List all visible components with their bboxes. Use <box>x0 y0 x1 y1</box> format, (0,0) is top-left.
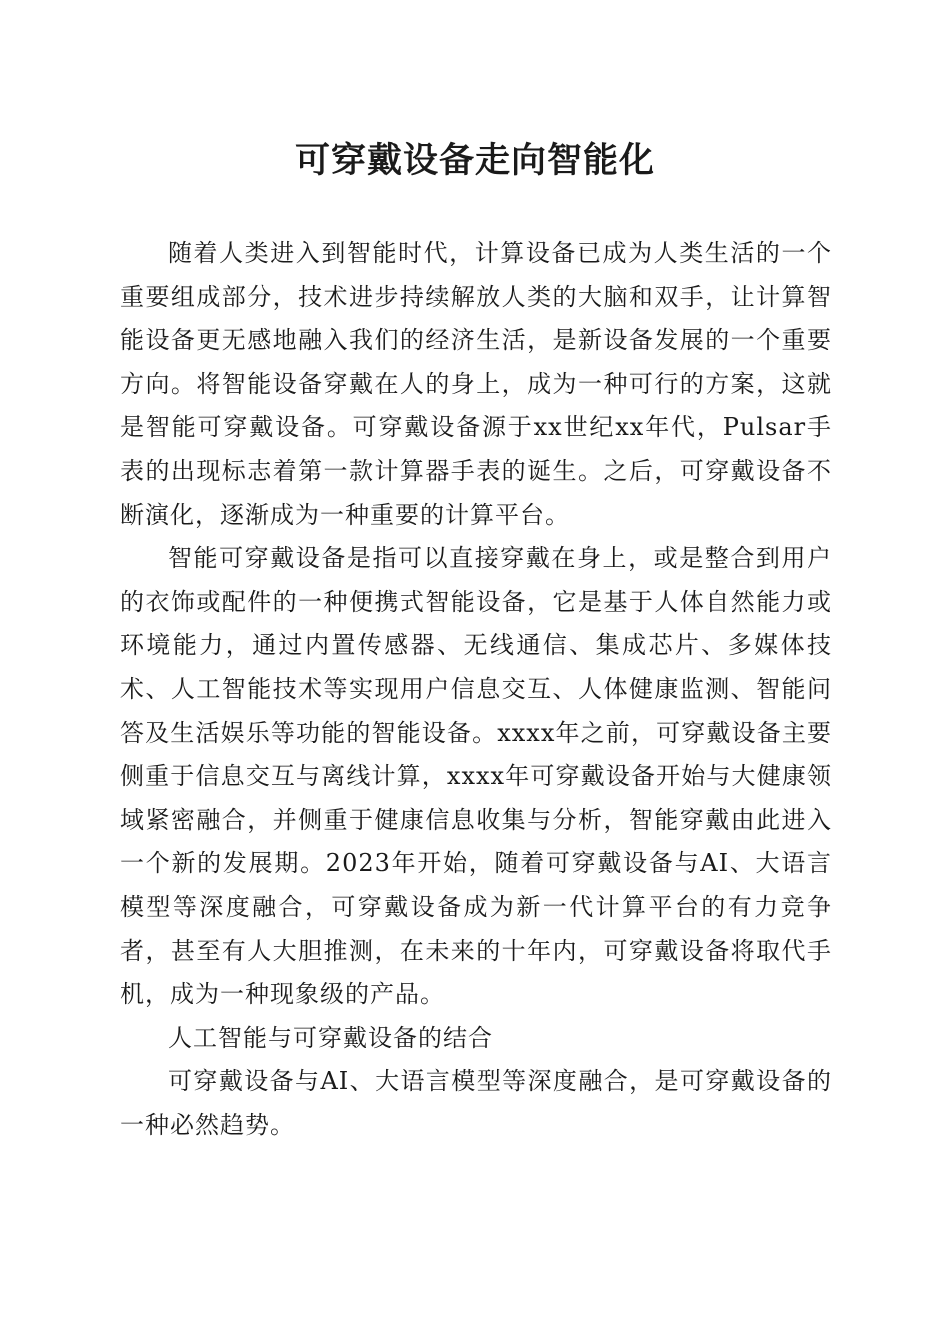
paragraph-intro: 随着人类进入到智能时代，计算设备已成为人类生活的一个重要组成部分，技术进步持续解放人类的大脑和双手，让计算智能设备更无感地融入我们的经济生活，是新设备发展的一个重要方向。将智能设备穿戴在人的身上，成为一种可行的方案，这就是智能可穿戴设备。可穿戴设备源于xx世纪xx年代，Pulsar手表的出现标志着第一款计算器手表的诞生。之后，可穿戴设备不断演化，逐渐成为一种重要的计算平台。 <box>120 239 832 529</box>
paragraph-definition: 智能可穿戴设备是指可以直接穿戴在身上，或是整合到用户的衣饰或配件的一种便携式智能设备，它是基于人体自然能力或环境能力，通过内置传感器、无线通信、集成芯片、多媒体技术、人工智能技术等实现用户信息交互、人体健康监测、智能问答及生活娱乐等功能的智能设备。xxxx年之前，可穿戴设备主要侧重于信息交互与离线计算，xxxx年可穿戴设备开始与大健康领域紧密融合，并侧重于健康信息收集与分析，智能穿戴由此进入一个新的发展期。2023年开始，随着可穿戴设备与AI、大语言模型等深度融合，可穿戴设备成为新一代计算平台的有力竞争者，甚至有人大胆推测，在未来的十年内，可穿戴设备将取代手机，成为一种现象级的产品。 <box>120 544 832 1009</box>
paragraph-trend: 可穿戴设备与AI、大语言模型等深度融合，是可穿戴设备的一种必然趋势。 <box>120 1067 832 1139</box>
document-title: 可穿戴设备走向智能化 <box>294 140 655 181</box>
section-heading: 人工智能与可穿戴设备的结合 <box>168 1023 493 1052</box>
document-body <box>120 232 832 1147</box>
